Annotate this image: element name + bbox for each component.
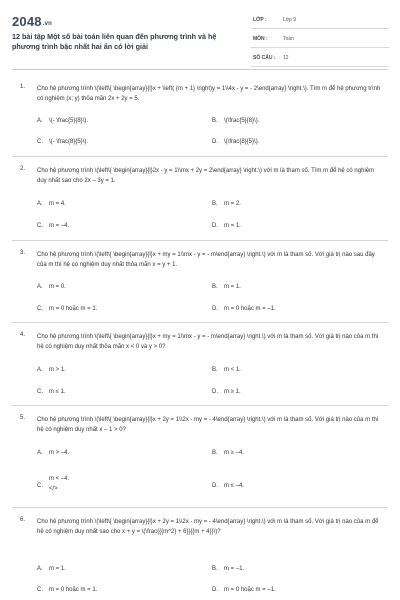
meta-value-socau: 12 [283,55,289,61]
option-text-line-1: m < –4. [49,476,70,482]
option-a[interactable] [37,449,69,457]
option-text: \(\frac{5}{8}\). [224,118,260,124]
question-number: 4. [20,332,26,338]
question-divider [12,156,388,157]
option-b[interactable] [212,565,244,573]
option-text-multiline [49,474,109,494]
question-text: Cho hệ phương trình \(\left\{ \begin{array}{l}x + \left( {m + 1} \right)y = 1\\4x - y = - 2\end{array} \right.\). Tìm m để hệ phương trình có nghiệm (x; y) thỏa mãn 2x + 2y = 5. [37,86,381,102]
option-label: D. [212,483,218,489]
option-text: m ≥ –4. [224,450,244,456]
question-text: Cho hệ phương trình \(\left\{ \begin{array}{l}2x - y = 1\\mx + 2y = 2\end{array} \right.\) với m là tham số. Tìm m để hệ có nghiệm duy nhất sao cho 2x – 3y = 1. [37,168,375,184]
logo-tld: .vn [42,21,53,27]
option-text: m = 1. [49,566,66,572]
question-number: 6. [20,517,26,523]
option-d[interactable] [212,138,259,146]
option-label: B. [212,566,218,572]
question-text: Cho hệ phương trình \(\left\{ \begin{array}{l}x + 2y = 1\\2x - my = - 4\end{array} \right.\) với m là tham số. Với giá trị nào của m thì hệ có nghiệm duy nhất x – 1 > 0? [37,417,379,433]
question-divider [12,405,388,406]
option-b[interactable] [212,283,241,291]
option-d[interactable] [212,305,276,313]
option-label: D. [212,139,218,145]
option-text: m ≥ 1. [224,389,241,395]
option-c[interactable] [37,138,88,146]
option-label: C. [37,306,43,312]
option-text: m = 0 hoặc m = 1. [49,306,98,312]
question-number: 5. [20,415,26,421]
option-a[interactable] [37,366,66,374]
option-label: B. [212,450,218,456]
question-number: 2. [20,166,26,172]
option-label: D. [212,223,218,229]
option-b[interactable] [212,117,259,125]
document-title: 12 bài tập Một số bài toán liên quan đến phương trình và hệ phương trình bậc nhất hai ẩn có lời giải [12,32,217,51]
option-text: m = 0 hoặc m = –1. [224,587,276,593]
option-text: m = –1. [224,566,245,572]
option-text: \(\frac{8}{5}\). [224,139,260,145]
logo-text: 2048 [12,14,42,29]
option-text: m = –4. [49,223,70,229]
option-label: C. [37,483,43,489]
option-text: m < 1. [224,367,241,373]
option-label: A. [37,450,43,456]
option-text: m = 4. [49,201,66,207]
question-text: Cho hệ phương trình \(\left\{ \begin{array}{l}x + 2y = 1\\2x - my = - 4\end{array} \right.\) với m là tham số. Với giá trị nào của m để hệ có nghiệm duy nhất sao cho x + y = \(\frac{{{m^2} + 6}}{{m + 4}}\)? [37,519,379,535]
option-d[interactable] [212,482,244,490]
option-label: D. [212,587,218,593]
meta-value-lop: Lớp 9 [283,17,297,23]
option-a[interactable] [37,200,66,208]
option-c[interactable] [37,476,70,492]
option-text-line-2: </> [49,486,58,492]
option-d[interactable] [212,222,241,230]
option-text: m ≤ –4. [224,483,244,489]
question-divider [12,507,388,508]
option-c[interactable] [37,586,97,594]
option-a[interactable] [37,283,66,291]
option-label: A. [37,566,43,572]
question-text: Cho hệ phương trình \(\left\{ \begin{array}{l}x + my = 1\\mx - y = - m\end{array} \right.\) với m là tham số. Với giá trị nào của m thì hệ có nghiệm duy nhất thỏa mãn x < 0 và y > 0? [37,334,379,350]
option-text: m = 0. [49,284,66,290]
option-label: C. [37,223,43,229]
option-label: C. [37,389,43,395]
meta-label-socau: SỐ CÂU : [253,55,276,61]
option-label: A. [37,284,43,290]
option-label: A. [37,118,43,124]
option-b[interactable] [212,200,241,208]
question-divider [12,240,388,241]
option-text: m > 1. [49,367,66,373]
option-label: A. [37,201,43,207]
option-label: D. [212,389,218,395]
option-label: C. [37,587,43,593]
option-a[interactable] [37,117,88,125]
meta-value-mon: Toán [283,36,294,42]
option-text: m = 1. [224,223,241,229]
option-label: B. [212,367,218,373]
option-text: \(- \frac{5}{8}\). [49,118,89,124]
option-c[interactable] [37,388,66,396]
option-b[interactable] [212,449,244,457]
option-text: m > –4. [49,450,70,456]
option-label: B. [212,201,218,207]
option-label: A. [37,367,43,373]
option-text: \(- \frac{8}{5}\). [49,139,89,145]
option-text: m ≤ 1. [49,389,66,395]
question-number: 3. [20,250,26,256]
option-a[interactable] [37,565,66,573]
option-c[interactable] [37,305,97,313]
option-label: D. [212,306,218,312]
option-label: C. [37,139,43,145]
option-text: m = 0 hoặc m = –1. [224,306,276,312]
option-d[interactable] [212,388,241,396]
question-text: Cho hệ phương trình \(\left\{ \begin{array}{l}x + my = 1\\mx - y = - m\end{array} \right.\) với m là tham số. Với giá trị nào sau đây của m thì hệ có nghiệm duy nhất thỏa mãn x = y + 1. [37,252,375,268]
question-number: 1. [20,84,26,90]
meta-label-lop: LỚP : [253,17,267,23]
option-text: m = 0 hoặc m = 1. [49,587,98,593]
option-d[interactable] [212,586,276,594]
option-label: B. [212,118,218,124]
option-c[interactable] [37,222,69,230]
option-text: m = 2. [224,201,241,207]
meta-label-mon: MÔN : [253,36,268,42]
option-label: B. [212,284,218,290]
question-divider [12,322,388,323]
option-text: m = 1. [224,284,241,290]
option-b[interactable] [212,366,241,374]
